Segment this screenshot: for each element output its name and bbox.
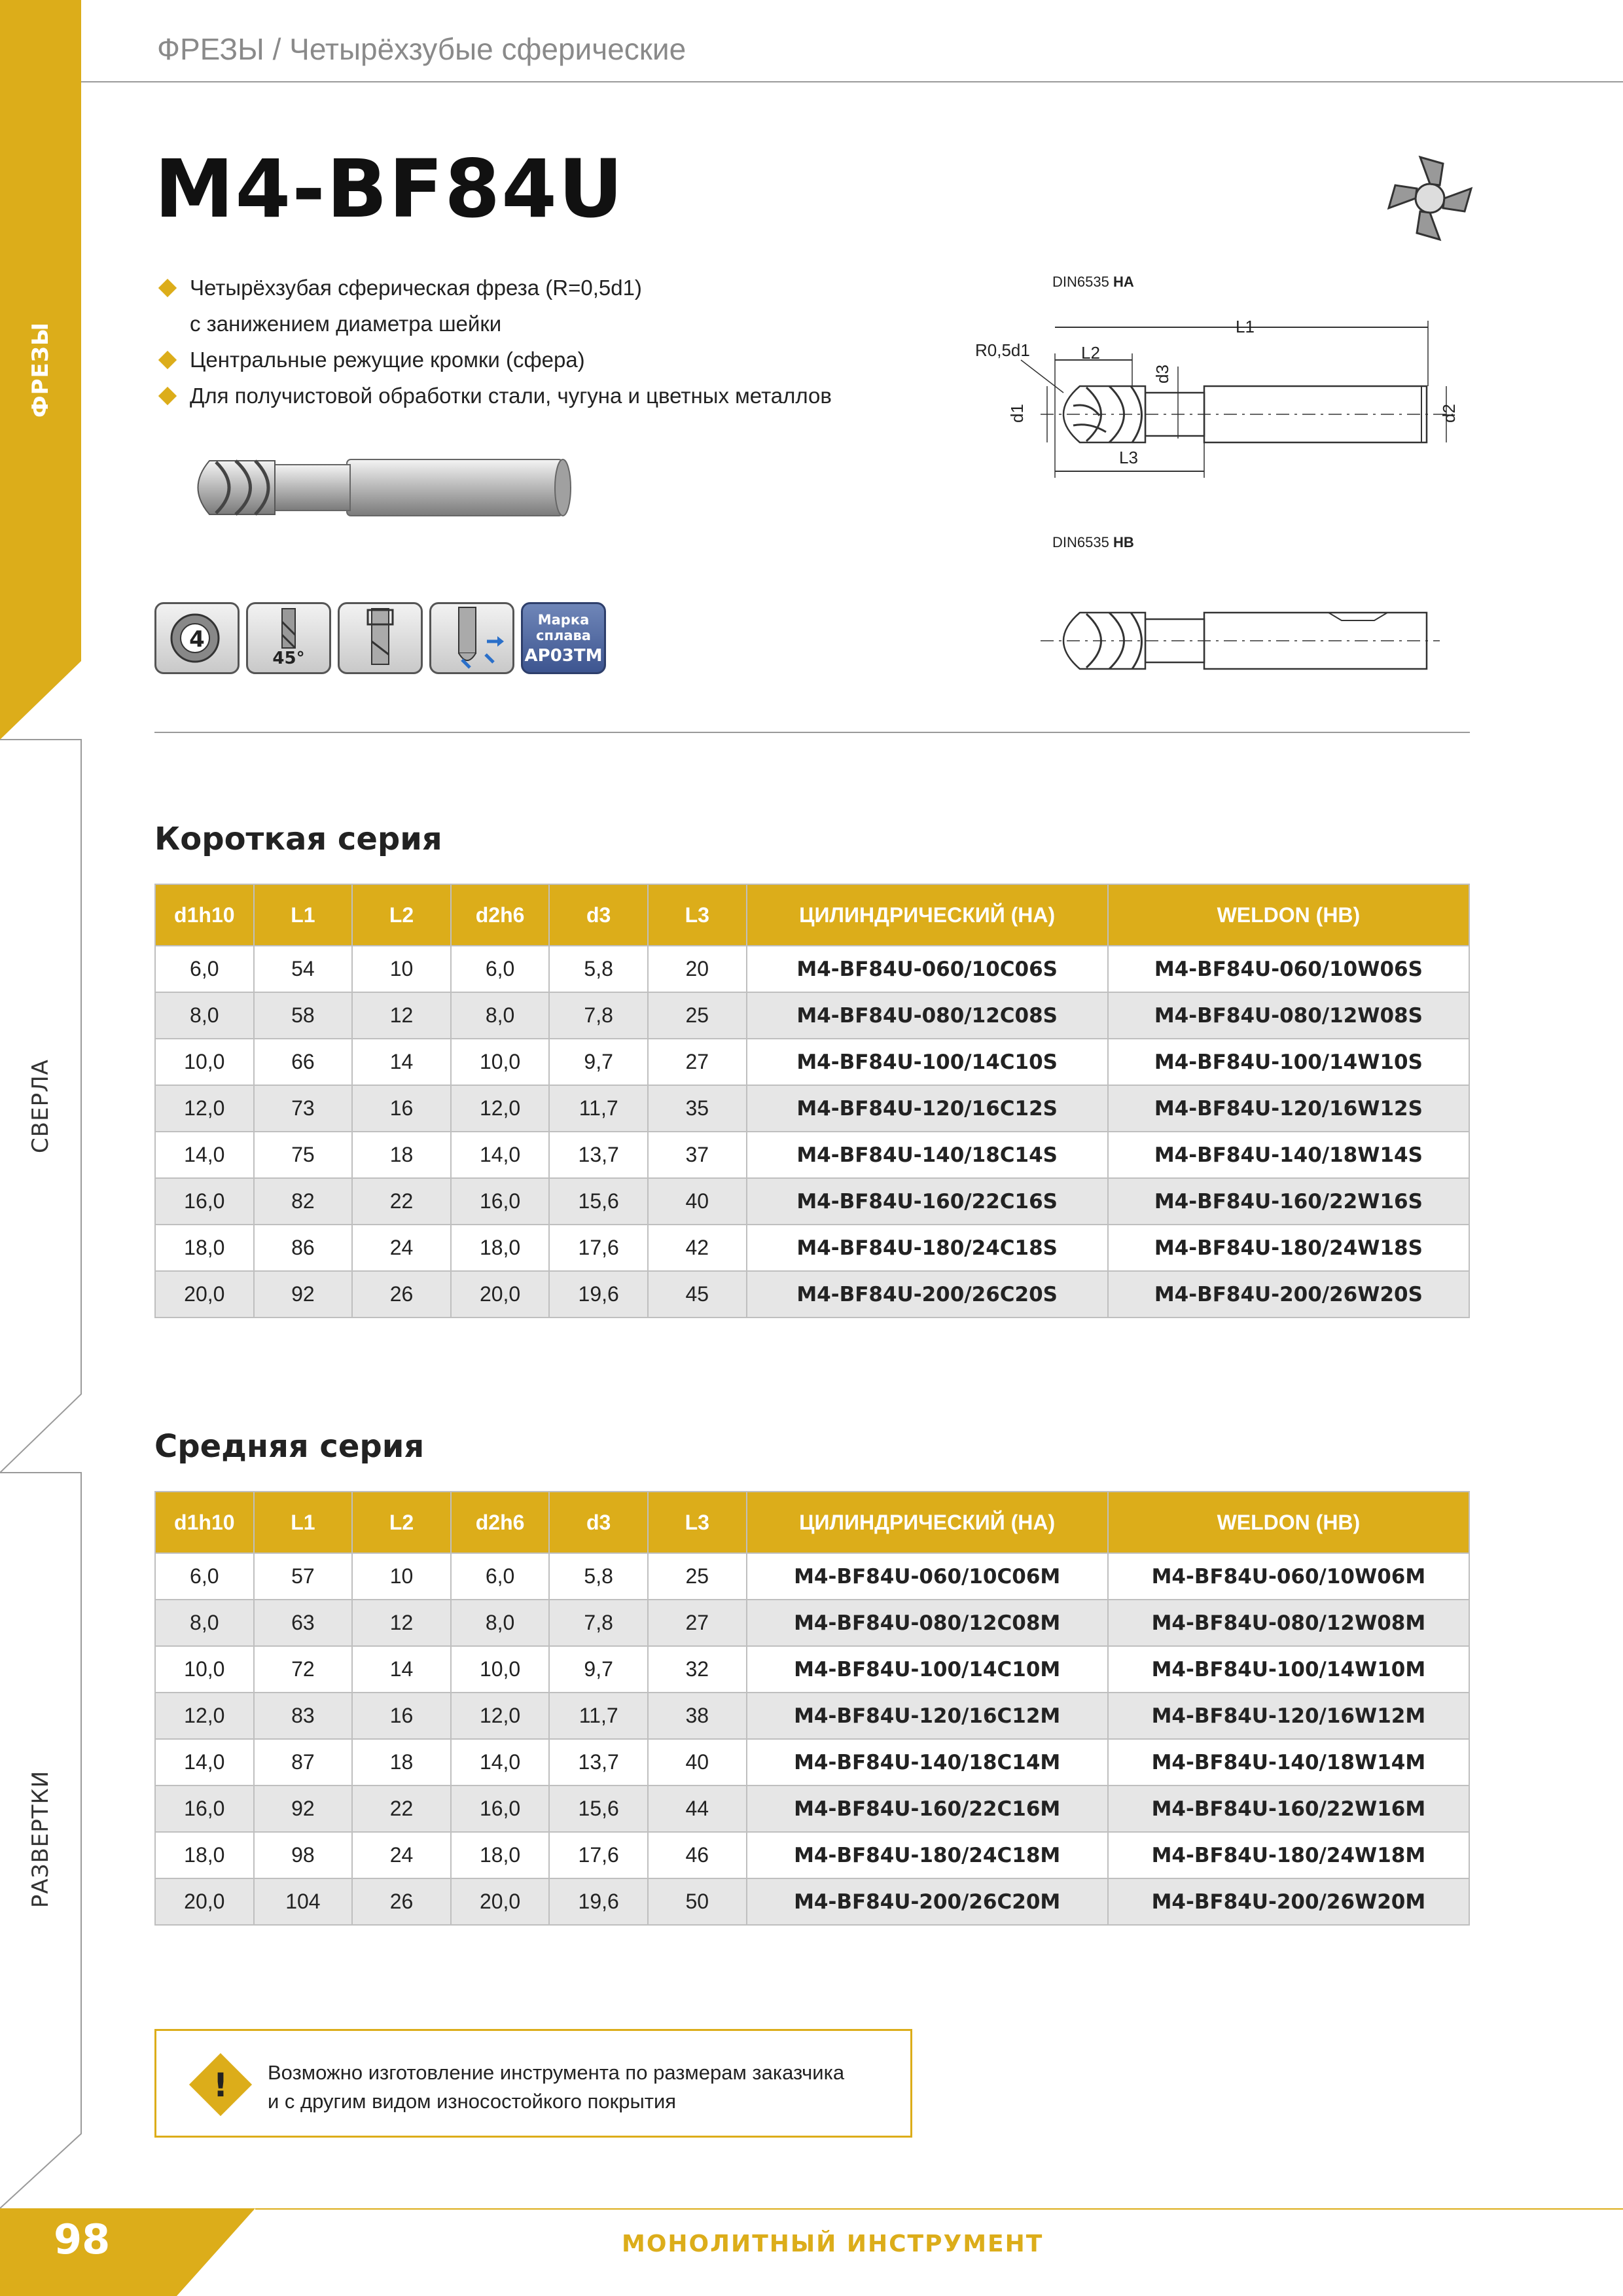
dimension-cell: 11,7 [549,1693,648,1739]
dimension-cell: 7,8 [549,992,648,1039]
page-title: M4-BF84U [154,143,625,236]
dimension-cell: 13,7 [549,1739,648,1785]
dimension-cell: 54 [254,946,353,992]
technical-drawing-hb [1021,589,1440,694]
dimension-cell: 10,0 [451,1646,550,1693]
dimension-cell: 12 [352,992,451,1039]
table-row [155,1693,1469,1739]
dimension-cell: 22 [352,1178,451,1225]
order-code-cell: M4-BF84U-080/12C08M [747,1600,1108,1646]
tool-illustration [190,445,582,530]
table-row [155,1739,1469,1785]
order-code-cell: M4-BF84U-100/14C10M [747,1646,1108,1693]
table-row [155,1085,1469,1132]
dimension-cell: 14 [352,1646,451,1693]
order-code-cell: M4-BF84U-200/26C20M [747,1878,1108,1925]
dimension-cell: 8,0 [451,992,550,1039]
dimension-cell: 14,0 [451,1739,550,1785]
table-header-row [155,884,1469,946]
shank-icon [338,602,423,674]
dimension-cell: 27 [648,1039,747,1085]
medium-series-title: Средняя серия [154,1428,425,1465]
order-code-cell: M4-BF84U-200/26W20S [1108,1271,1469,1318]
dimension-cell: 82 [254,1178,353,1225]
dimension-cell: 9,7 [549,1646,648,1693]
feature-list [157,270,832,414]
carbide-grade-badge [521,602,606,674]
table-row [155,1553,1469,1600]
din-caption-hb: DIN6535 HB [1052,534,1134,550]
dimension-cell: 20,0 [155,1271,254,1318]
machining-direction-icon [429,602,514,674]
dim-radius: R0,5d1 [975,340,1030,360]
helix-tool-icon [246,602,331,655]
dimension-cell: 18 [352,1739,451,1785]
order-code-cell: M4-BF84U-060/10C06S [747,946,1108,992]
col-header: L1 [254,884,353,946]
table-header-row [155,1492,1469,1553]
short-series-table [154,884,1470,1318]
dimension-cell: 35 [648,1085,747,1132]
bullet-diamond-icon [158,351,177,369]
short-series-rows [155,946,1469,1318]
dimension-cell: 40 [648,1739,747,1785]
dimension-cell: 14 [352,1039,451,1085]
dimension-cell: 25 [648,1553,747,1600]
order-code-cell: M4-BF84U-120/16W12M [1108,1693,1469,1739]
dimension-cell: 7,8 [549,1600,648,1646]
table-row [155,1646,1469,1693]
dimension-cell: 58 [254,992,353,1039]
table-row [155,946,1469,992]
feature-item: Для получистовой обработки стали, чугуна и цветных металлов [157,378,832,414]
dimension-cell: 6,0 [451,1553,550,1600]
dimension-cell: 92 [254,1271,353,1318]
dimension-cell: 18,0 [155,1832,254,1878]
col-header: d1h10 [155,1492,254,1553]
page-number: 98 [54,2215,111,2263]
order-code-cell: M4-BF84U-200/26C20S [747,1271,1108,1318]
col-header: WELDON (HB) [1108,1492,1469,1553]
dimension-cell: 15,6 [549,1785,648,1832]
flutes-count: 4 [189,626,205,653]
dimension-cell: 27 [648,1600,747,1646]
order-code-cell: M4-BF84U-120/16W12S [1108,1085,1469,1132]
order-code-cell: M4-BF84U-060/10C06M [747,1553,1108,1600]
technical-drawing-ha [982,308,1479,491]
dimension-cell: 32 [648,1646,747,1693]
short-series-title: Короткая серия [154,821,442,857]
dimension-cell: 16,0 [155,1785,254,1832]
dimension-cell: 10 [352,1553,451,1600]
dimension-cell: 63 [254,1600,353,1646]
dimension-cell: 19,6 [549,1878,648,1925]
dim-d1: d1 [1007,404,1027,423]
dimension-cell: 10,0 [451,1039,550,1085]
dimension-cell: 45 [648,1271,747,1318]
dimension-cell: 44 [648,1785,747,1832]
flutes-count-icon [154,602,240,674]
col-header: WELDON (HB) [1108,884,1469,946]
dimension-cell: 12 [352,1600,451,1646]
table-row [155,1178,1469,1225]
dim-l2: L2 [1081,343,1100,363]
bullet-diamond-icon [158,387,177,405]
dimension-cell: 14,0 [155,1132,254,1178]
order-code-cell: M4-BF84U-160/22C16M [747,1785,1108,1832]
order-code-cell: M4-BF84U-180/24W18S [1108,1225,1469,1271]
sidebar-tab-label: СВЕРЛА [27,1059,54,1153]
table-row [155,1832,1469,1878]
order-code-cell: M4-BF84U-140/18C14S [747,1132,1108,1178]
din-caption-ha: DIN6535 HA [1052,274,1134,290]
order-code-cell: M4-BF84U-060/10W06M [1108,1553,1469,1600]
table-row [155,1132,1469,1178]
col-header: d2h6 [451,1492,550,1553]
feature-item-continuation: с занижением диаметра шейки [190,312,502,336]
dimension-cell: 8,0 [155,1600,254,1646]
dimension-cell: 37 [648,1132,747,1178]
order-code-cell: M4-BF84U-160/22W16S [1108,1178,1469,1225]
helix-angle-label: 45° [272,649,305,668]
medium-series-table [154,1491,1470,1926]
sidebar-tab-label: РАЗВЕРТКИ [27,1770,54,1909]
dimension-cell: 10,0 [155,1039,254,1085]
warning-icon [187,2051,255,2119]
dimension-cell: 16,0 [451,1785,550,1832]
col-header: L3 [648,1492,747,1553]
svg-text:!: ! [213,2066,228,2104]
grade-value: AP03TM [524,646,603,666]
order-code-cell: M4-BF84U-160/22W16M [1108,1785,1469,1832]
dimension-cell: 17,6 [549,1832,648,1878]
dimension-cell: 87 [254,1739,353,1785]
col-header: d3 [549,1492,648,1553]
dimension-cell: 73 [254,1085,353,1132]
dimension-cell: 14,0 [451,1132,550,1178]
notice-text: Возможно изготовление инструмента по размерам заказчика и с другим видом износостойкого покрытия [268,2061,845,2113]
dimension-cell: 14,0 [155,1739,254,1785]
medium-series-rows [155,1553,1469,1925]
dimension-cell: 17,6 [549,1225,648,1271]
col-header: ЦИЛИНДРИЧЕСКИЙ (HA) [747,1492,1108,1553]
custom-order-notice [154,2029,912,2138]
dimension-cell: 104 [254,1878,353,1925]
dimension-cell: 20,0 [451,1878,550,1925]
col-header: L1 [254,1492,353,1553]
dim-l1: L1 [1236,317,1255,336]
breadcrumb: ФРЕЗЫ / Четырёхзубые сферические [157,32,687,66]
order-code-cell: M4-BF84U-080/12W08M [1108,1600,1469,1646]
dimension-cell: 13,7 [549,1132,648,1178]
table-row [155,1225,1469,1271]
dimension-cell: 16,0 [155,1178,254,1225]
dimension-cell: 20 [648,946,747,992]
dimension-cell: 8,0 [155,992,254,1039]
plunge-direction-icon [429,602,514,674]
grade-label-line1: Марка [537,612,590,628]
col-header: L3 [648,884,747,946]
dimension-cell: 24 [352,1225,451,1271]
order-code-cell: M4-BF84U-100/14W10M [1108,1646,1469,1693]
order-code-cell: M4-BF84U-120/16C12S [747,1085,1108,1132]
dimension-cell: 12,0 [451,1085,550,1132]
dimension-cell: 18,0 [155,1225,254,1271]
dimension-cell: 5,8 [549,1553,648,1600]
dimension-cell: 15,6 [549,1178,648,1225]
dimension-cell: 11,7 [549,1085,648,1132]
col-header: L2 [352,884,451,946]
feature-item: Центральные режущие кромки (сфера) [157,342,832,378]
order-code-cell: M4-BF84U-080/12C08S [747,992,1108,1039]
end-mill-section-icon [1381,149,1479,247]
order-code-cell: M4-BF84U-140/18W14S [1108,1132,1469,1178]
table-row [155,1271,1469,1318]
shank-type-icon [338,602,423,674]
order-code-cell: M4-BF84U-180/24C18S [747,1225,1108,1271]
header-divider [81,81,1623,82]
dimension-cell: 6,0 [155,946,254,992]
dimension-cell: 20,0 [155,1878,254,1925]
table-row [155,1600,1469,1646]
dimension-cell: 19,6 [549,1271,648,1318]
dimension-cell: 46 [648,1832,747,1878]
dimension-cell: 72 [254,1646,353,1693]
dimension-cell: 18 [352,1132,451,1178]
dimension-cell: 16,0 [451,1178,550,1225]
dimension-cell: 20,0 [451,1271,550,1318]
bullet-diamond-icon [158,279,177,297]
dimension-cell: 10 [352,946,451,992]
order-code-cell: M4-BF84U-060/10W06S [1108,946,1469,992]
feature-item: Четырёхзубая сферическая фреза (R=0,5d1) [157,270,832,306]
dimension-cell: 18,0 [451,1225,550,1271]
dimension-cell: 9,7 [549,1039,648,1085]
order-code-cell: M4-BF84U-120/16C12M [747,1693,1108,1739]
dim-d2: d2 [1438,404,1459,423]
dimension-cell: 16 [352,1693,451,1739]
order-code-cell: M4-BF84U-080/12W08S [1108,992,1469,1039]
dimension-cell: 75 [254,1132,353,1178]
order-code-cell: M4-BF84U-180/24C18M [747,1832,1108,1878]
dimension-cell: 38 [648,1693,747,1739]
dimension-cell: 22 [352,1785,451,1832]
dimension-cell: 25 [648,992,747,1039]
dimension-cell: 12,0 [155,1085,254,1132]
dimension-cell: 57 [254,1553,353,1600]
dimension-cell: 42 [648,1225,747,1271]
col-header: L2 [352,1492,451,1553]
order-code-cell: M4-BF84U-180/24W18M [1108,1832,1469,1878]
dimension-cell: 66 [254,1039,353,1085]
order-code-cell: M4-BF84U-140/18C14M [747,1739,1108,1785]
order-code-cell: M4-BF84U-200/26W20M [1108,1878,1469,1925]
table-row [155,1039,1469,1085]
col-header: d3 [549,884,648,946]
dimension-cell: 26 [352,1271,451,1318]
dimension-cell: 50 [648,1878,747,1925]
order-code-cell: M4-BF84U-100/14W10S [1108,1039,1469,1085]
dim-d3: d3 [1152,365,1172,384]
dimension-cell: 5,8 [549,946,648,992]
helix-angle-icon [246,602,331,674]
col-header: ЦИЛИНДРИЧЕСКИЙ (HA) [747,884,1108,946]
section-divider [154,732,1470,733]
dimension-cell: 6,0 [451,946,550,992]
dimension-cell: 18,0 [451,1832,550,1878]
dimension-cell: 40 [648,1178,747,1225]
dimension-cell: 8,0 [451,1600,550,1646]
col-header: d1h10 [155,884,254,946]
sidebar-tab-label: ФРЕЗЫ [27,321,54,418]
order-code-cell: M4-BF84U-160/22C16S [747,1178,1108,1225]
dimension-cell: 10,0 [155,1646,254,1693]
footer-section-title: МОНОЛИТНЫЙ ИНСТРУМЕНТ [622,2231,1044,2257]
order-code-cell: M4-BF84U-100/14C10S [747,1039,1108,1085]
dimension-cell: 26 [352,1878,451,1925]
table-row [155,1785,1469,1832]
dimension-cell: 6,0 [155,1553,254,1600]
dimension-cell: 83 [254,1693,353,1739]
dimension-cell: 12,0 [155,1693,254,1739]
dimension-cell: 12,0 [451,1693,550,1739]
dimension-cell: 86 [254,1225,353,1271]
dimension-cell: 24 [352,1832,451,1878]
order-code-cell: M4-BF84U-140/18W14M [1108,1739,1469,1785]
dimension-cell: 92 [254,1785,353,1832]
table-row [155,992,1469,1039]
dim-l3: L3 [1119,448,1138,467]
table-row [155,1878,1469,1925]
dimension-cell: 98 [254,1832,353,1878]
col-header: d2h6 [451,884,550,946]
grade-label-line2: сплава [536,628,591,643]
dimension-cell: 16 [352,1085,451,1132]
